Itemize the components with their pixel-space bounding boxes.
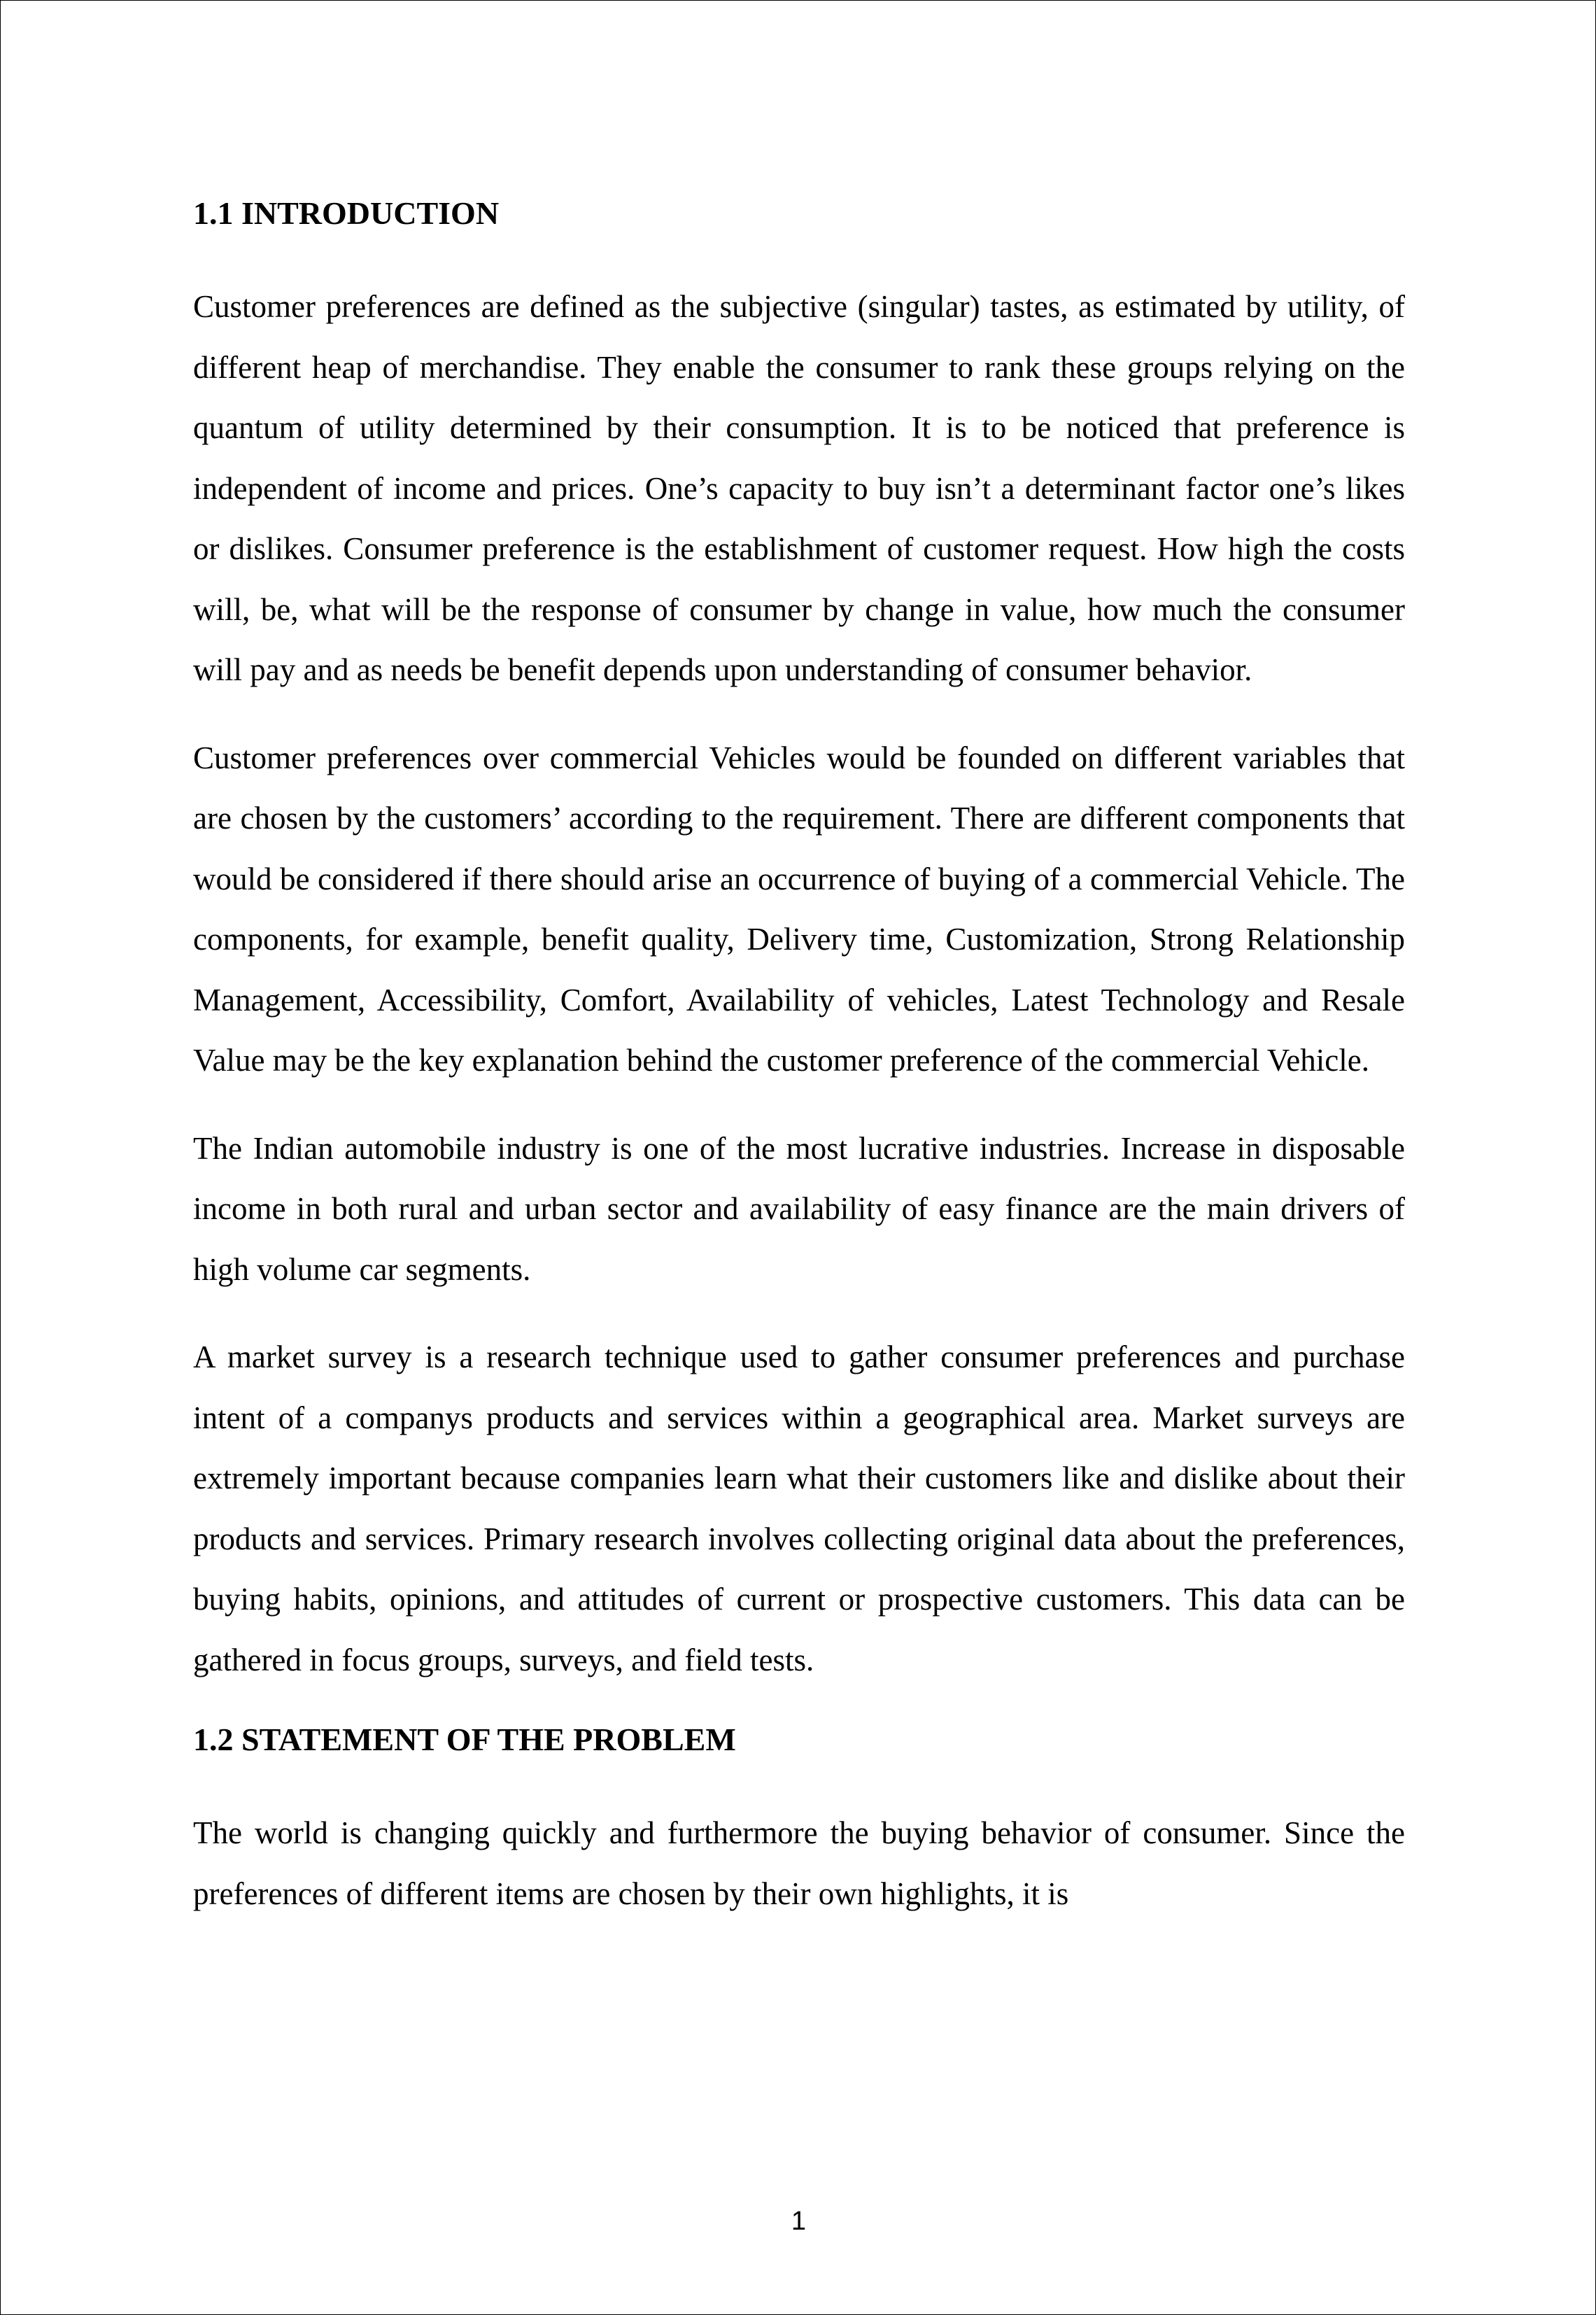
paragraph: Customer preferences are defined as the subjective (singular) tastes, as estimated by utility, of different heap of merchandise. They enable the consumer to rank these groups relying on the quantum of utility determined by their consumption. It is to be noticed that preference is independent of income and prices. One’s capacity to buy isn’t a determinant factor one’s likes or dislikes. Consumer preference is the establishment of customer request. How high the costs will, be, what will be the response of consumer by change in value, how much the consumer will pay and as needs be benefit depends upon understanding of consumer behavior. — [193, 289, 1405, 687]
section-heading-introduction: 1.1 INTRODUCTION — [193, 195, 500, 231]
paragraph: The world is changing quickly and furthermore the buying behavior of consumer. Since the preferences of different items are chosen by their own highlights, it is — [193, 1815, 1405, 1911]
page-number: 1 — [791, 2207, 807, 2236]
paragraph: The Indian automobile industry is one of the most lucrative industries. Increase in disposable income in both rural and urban sector and availability of easy finance are the main drivers of high volume car segments. — [193, 1130, 1405, 1287]
paragraph: Customer preferences over commercial Vehicles would be founded on different variables that are chosen by the customers’ according to the requirement. There are different components that would be considered if there should arise an occurrence of buying of a commercial Vehicle. The components, for example, benefit quality, Delivery time, Customization, Strong Relationship Management, Accessibility, Comfort, Availability of vehicles, Latest Technology and Resale Value may be the key explanation behind the customer preference of the commercial Vehicle. — [193, 740, 1405, 1078]
page-content — [193, 191, 1405, 1924]
section-heading-statement-of-problem: 1.2 STATEMENT OF THE PROBLEM — [193, 1722, 736, 1757]
paragraph: A market survey is a research technique used to gather consumer preferences and purchase intent of a companys products and services within a geographical area. Market surveys are extremely important because companies learn what their customers like and dislike about their products and services. Primary research involves collecting original data about the preferences, buying habits, opinions, and attitudes of current or prospective customers. This data can be gathered in focus groups, surveys, and field tests. — [193, 1339, 1405, 1677]
